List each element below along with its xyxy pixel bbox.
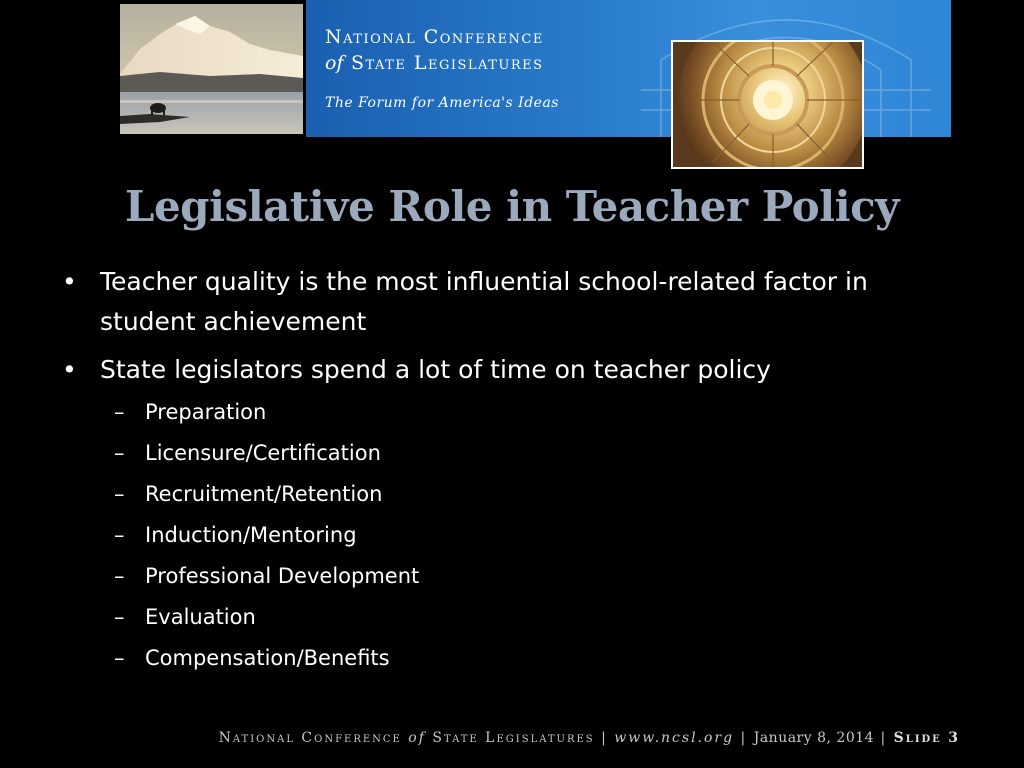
footer-date: January 8, 2014 [753,730,875,746]
footer-slide-label: Slide [893,730,942,746]
slide-content [60,262,960,679]
bullet-marker: • [62,267,77,296]
bullet-text: State legislators spend a lot of time on teacher policy [100,355,771,384]
dash-marker: – [114,605,125,629]
sub-item-text: Recruitment/Retention [145,482,383,506]
footer-website: www.ncsl.org [614,730,735,746]
dash-marker: – [114,523,125,547]
dash-marker: – [114,482,125,506]
footer-org-part2: State Legislatures [432,730,595,746]
dash-marker: – [114,564,125,588]
organization-name-line2 [325,52,544,74]
dash-marker: – [114,400,125,424]
sub-item [60,433,960,474]
header-banner [120,0,951,137]
footer-separator: | [880,730,888,746]
slide-title: Legislative Role in Teacher Policy [124,182,900,231]
organization-name-line1: National Conference [325,26,544,48]
sub-item-text: Licensure/Certification [145,441,381,465]
bullet-item [60,262,960,342]
sub-item [60,474,960,515]
sub-item-text: Professional Development [145,564,420,588]
sub-item [60,515,960,556]
footer-slide-number: 3 [948,730,960,746]
capitol-dome-photo [671,40,864,169]
organization-of: of [325,52,344,74]
mountain-landscape-photo [120,4,303,134]
bullet-text: Teacher quality is the most influential school-related factor in student achievement [100,267,868,336]
sub-item-text: Evaluation [145,605,256,629]
dash-marker: – [114,441,125,465]
footer-org-of: of [408,730,426,746]
sub-item [60,597,960,638]
sub-item [60,638,960,679]
bullet-item [60,350,960,390]
sub-item-text: Preparation [145,400,267,424]
sub-item [60,392,960,433]
footer-separator: | [601,730,608,746]
slide-footer [0,730,960,746]
bullet-marker: • [62,355,77,384]
sub-item [60,556,960,597]
organization-name-rest: State Legislatures [351,52,544,74]
organization-tagline: The Forum for America's Ideas [325,95,559,111]
footer-org-part1: National Conference [218,730,402,746]
footer-separator: | [740,730,748,746]
dash-marker: – [114,646,125,670]
sub-item-text: Compensation/Benefits [145,646,390,670]
sub-item-text: Induction/Mentoring [145,523,357,547]
